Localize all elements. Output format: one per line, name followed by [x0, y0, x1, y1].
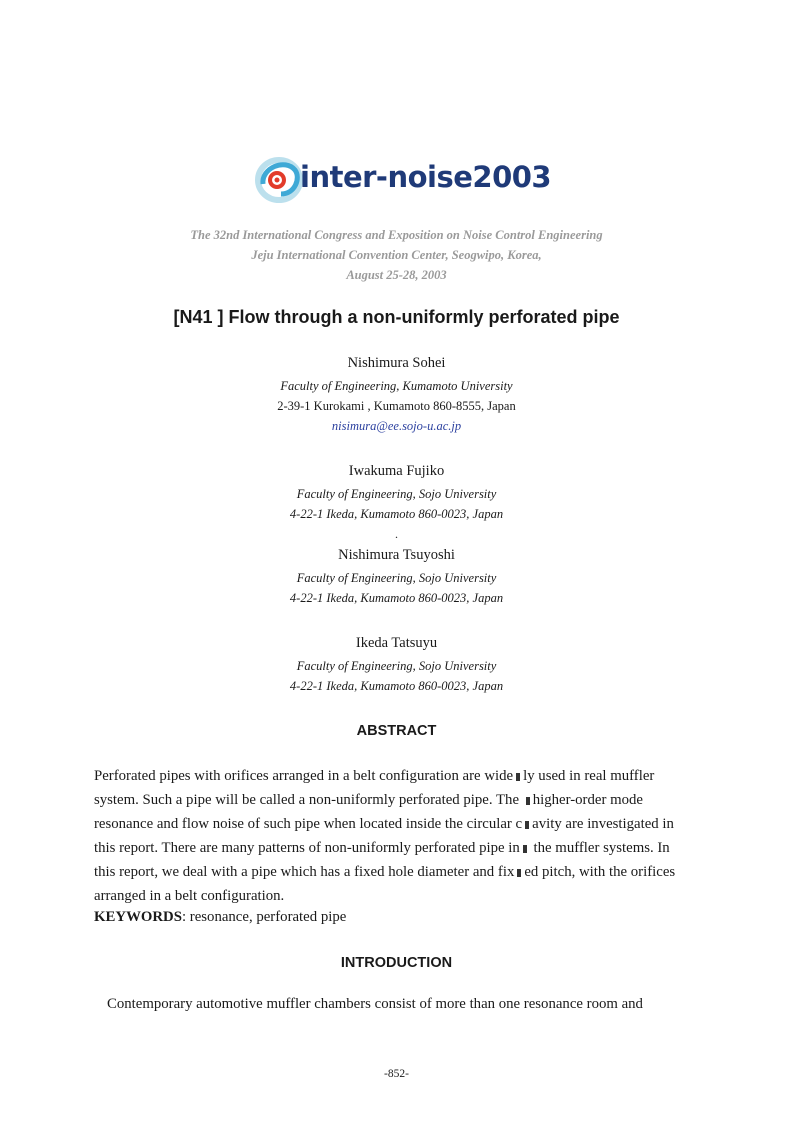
author-address: 4-22-1 Ikeda, Kumamoto 860-0023, Japan	[289, 507, 504, 521]
author-email-link[interactable]: nisimura@ee.sojo-u.ac.jp	[331, 419, 462, 433]
author-name: Nishimura Tsuyoshi	[338, 547, 455, 563]
abstract-line: this report, we deal with a pipe which has a fixed hole diameter and fix ed pitch, with the orifices	[94, 864, 676, 880]
author-address: 4-22-1 Ikeda, Kumamoto 860-0023, Japan	[289, 591, 504, 605]
logo-wordmark: inter-noise2003	[300, 160, 552, 194]
author-affiliation: Faculty of Engineering, Sojo University	[296, 659, 497, 673]
abstract-heading: ABSTRACT	[356, 723, 437, 739]
separator-dot: .	[395, 527, 398, 541]
introduction-heading: INTRODUCTION	[340, 955, 453, 971]
conference-venue: Jeju International Convention Center, Seogwipo, Korea,	[251, 248, 542, 262]
keywords-text: : resonance, perforated pipe	[181, 909, 347, 925]
abstract-line: resonance and flow noise of such pipe when located inside the circular c avity are investigated in	[94, 816, 674, 832]
keywords	[94, 909, 346, 926]
author-address: 4-22-1 Ikeda, Kumamoto 860-0023, Japan	[289, 679, 504, 693]
author-affiliation: Faculty of Engineering, Sojo University	[296, 571, 497, 585]
abstract-body	[94, 764, 712, 908]
conference-logo	[255, 150, 552, 210]
keywords-label: KEYWORDS	[94, 909, 182, 925]
author-name: Nishimura Sohei	[347, 355, 446, 371]
conference-name: The 32nd International Congress and Exposition on Noise Control Engineering	[190, 228, 603, 242]
author-address: 2-39-1 Kurokami , Kumamoto 860-8555, Japan	[277, 399, 516, 413]
author-affiliation: Faculty of Engineering, Kumamoto University	[280, 379, 513, 393]
swirl-logo-icon	[255, 150, 305, 210]
abstract-line: Perforated pipes with orifices arranged in a belt configuration are wide ly used in real muffler	[94, 768, 655, 784]
author-name: Iwakuma Fujiko	[348, 463, 445, 479]
author-affiliation: Faculty of Engineering, Sojo University	[296, 487, 497, 501]
page-number: -852-	[384, 1068, 409, 1080]
abstract-line: system. Such a pipe will be called a non-uniformly perforated pipe. The higher-order mode	[94, 792, 643, 808]
conference-dates: August 25-28, 2003	[346, 268, 447, 282]
introduction-first-line: Contemporary automotive muffler chambers consist of more than one resonance room and	[107, 996, 643, 1012]
abstract-line: arranged in a belt configuration.	[94, 888, 285, 904]
abstract-line: this report. There are many patterns of non-uniformly perforated pipe in the muffler systems. In	[94, 840, 670, 856]
author-name: Ikeda Tatsuyu	[355, 635, 438, 651]
paper-title: [N41 ] Flow through a non-uniformly perforated pipe	[173, 307, 620, 327]
